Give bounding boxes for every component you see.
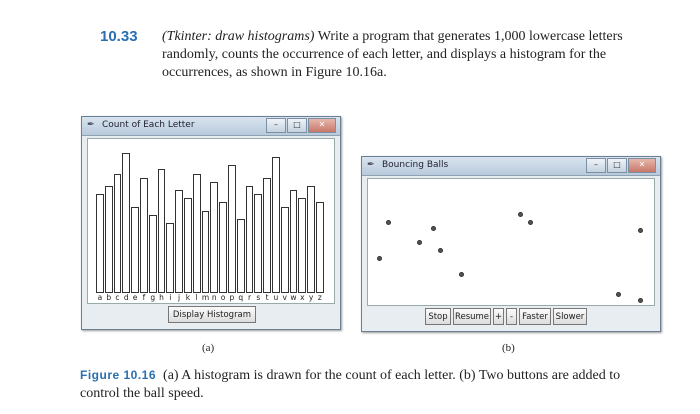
tk-icon: ✒ xyxy=(87,120,95,130)
histogram-bar-y xyxy=(307,186,315,293)
histogram-bar-v xyxy=(281,207,289,293)
exercise-body: Write a program that generates 1,000 lowercase letters randomly, counts the occurrence of each letter, and displays a histogram for the occurrences, as shown in Figure 10.16a. xyxy=(162,29,623,80)
plus-button[interactable]: + xyxy=(493,308,504,325)
ball xyxy=(438,248,443,253)
histogram-letter-p: p xyxy=(229,293,235,302)
histogram-bar-n xyxy=(210,182,218,293)
histogram-bar-s xyxy=(254,194,262,293)
close-icon[interactable]: ✕ xyxy=(628,158,656,173)
histogram-letter-i: i xyxy=(169,293,172,302)
caption-text: (a) A histogram is drawn for the count of each letter. (b) Two buttons are added to control the ball speed. xyxy=(80,368,621,401)
histogram-letter-q: q xyxy=(238,293,244,302)
histogram-bar-d xyxy=(122,153,130,293)
histogram-bar-b xyxy=(105,186,113,293)
histogram-bar-z xyxy=(316,202,324,293)
histogram-bar-j xyxy=(175,190,183,293)
histogram-bar-r xyxy=(246,186,254,293)
maximize-icon[interactable]: □ xyxy=(607,158,627,173)
display-histogram-button[interactable]: Display Histogram xyxy=(168,306,256,323)
histogram-bar-c xyxy=(114,174,122,293)
histogram-bar-l xyxy=(193,174,201,293)
window-title: Bouncing Balls xyxy=(382,160,449,170)
histogram-letter-t: t xyxy=(265,293,269,302)
label-b: (b) xyxy=(502,342,515,354)
bouncing-balls-window xyxy=(361,156,661,332)
ball xyxy=(431,226,436,231)
exercise-number: 10.33 xyxy=(100,28,138,45)
ball xyxy=(377,256,382,261)
ball xyxy=(638,298,643,303)
histogram-letter-x: x xyxy=(300,293,305,302)
ball xyxy=(518,212,523,217)
ball xyxy=(386,220,391,225)
histogram-letter-s: s xyxy=(256,293,261,302)
histogram-bar-t xyxy=(263,178,271,293)
histogram-bar-x xyxy=(298,198,306,293)
tk-icon: ✒ xyxy=(367,160,375,170)
histogram-bar-g xyxy=(149,215,157,293)
histogram-bar-e xyxy=(131,207,139,293)
histogram-letter-z: z xyxy=(317,293,322,302)
histogram-letter-m: m xyxy=(201,293,210,302)
histogram-bar-u xyxy=(272,157,280,293)
exercise-text xyxy=(162,28,672,82)
ball xyxy=(638,228,643,233)
ball xyxy=(616,292,621,297)
histogram-letter-c: c xyxy=(115,293,120,302)
close-icon[interactable]: ✕ xyxy=(308,118,336,133)
faster-button[interactable]: Faster xyxy=(519,308,551,325)
histogram-letter-v: v xyxy=(282,293,287,302)
histogram-bar-o xyxy=(219,202,227,293)
histogram-bar-i xyxy=(166,223,174,293)
maximize-icon[interactable]: □ xyxy=(287,118,307,133)
window-title: Count of Each Letter xyxy=(102,120,195,130)
histogram-letter-g: g xyxy=(150,293,156,302)
exercise-title: (Tkinter: draw histograms) xyxy=(162,29,315,44)
histogram-bar-p xyxy=(228,165,236,293)
histogram-letter-f: f xyxy=(142,293,146,302)
histogram-window xyxy=(81,116,341,330)
resume-button[interactable]: Resume xyxy=(453,308,491,325)
histogram-letter-w: w xyxy=(290,293,297,302)
figure-label: Figure 10.16 xyxy=(80,368,157,382)
histogram-letter-b: b xyxy=(106,293,112,302)
label-a: (a) xyxy=(202,342,215,354)
histogram-bar-k xyxy=(184,198,192,293)
minus-button[interactable]: - xyxy=(506,308,517,325)
histogram-bar-w xyxy=(290,190,298,293)
balls-canvas xyxy=(367,178,655,306)
histogram-letter-j: j xyxy=(178,293,181,302)
histogram-letter-d: d xyxy=(123,293,129,302)
histogram-letter-u: u xyxy=(273,293,279,302)
histogram-bar-h xyxy=(158,169,166,293)
histogram-titlebar[interactable] xyxy=(82,117,340,136)
ball xyxy=(528,220,533,225)
balls-titlebar[interactable] xyxy=(362,157,660,176)
histogram-canvas xyxy=(87,138,335,304)
histogram-letter-n: n xyxy=(211,293,217,302)
histogram-letter-e: e xyxy=(132,293,138,302)
histogram-letter-o: o xyxy=(220,293,226,302)
slower-button[interactable]: Slower xyxy=(553,308,587,325)
figure-caption xyxy=(80,366,660,403)
histogram-letter-h: h xyxy=(159,293,164,302)
histogram-bar-q xyxy=(237,219,245,293)
histogram-bar-m xyxy=(202,211,210,293)
histogram-bar-f xyxy=(140,178,148,293)
histogram-bar-a xyxy=(96,194,104,293)
ball xyxy=(459,272,464,277)
stop-button[interactable]: Stop xyxy=(425,308,451,325)
histogram-letter-a: a xyxy=(97,293,103,302)
minimize-icon[interactable]: – xyxy=(266,118,286,133)
histogram-letter-y: y xyxy=(308,293,314,302)
histogram-letter-k: k xyxy=(185,293,191,302)
histogram-letter-r: r xyxy=(247,293,252,302)
minimize-icon[interactable]: – xyxy=(586,158,606,173)
histogram-letter-l: l xyxy=(195,293,198,302)
ball xyxy=(417,240,422,245)
